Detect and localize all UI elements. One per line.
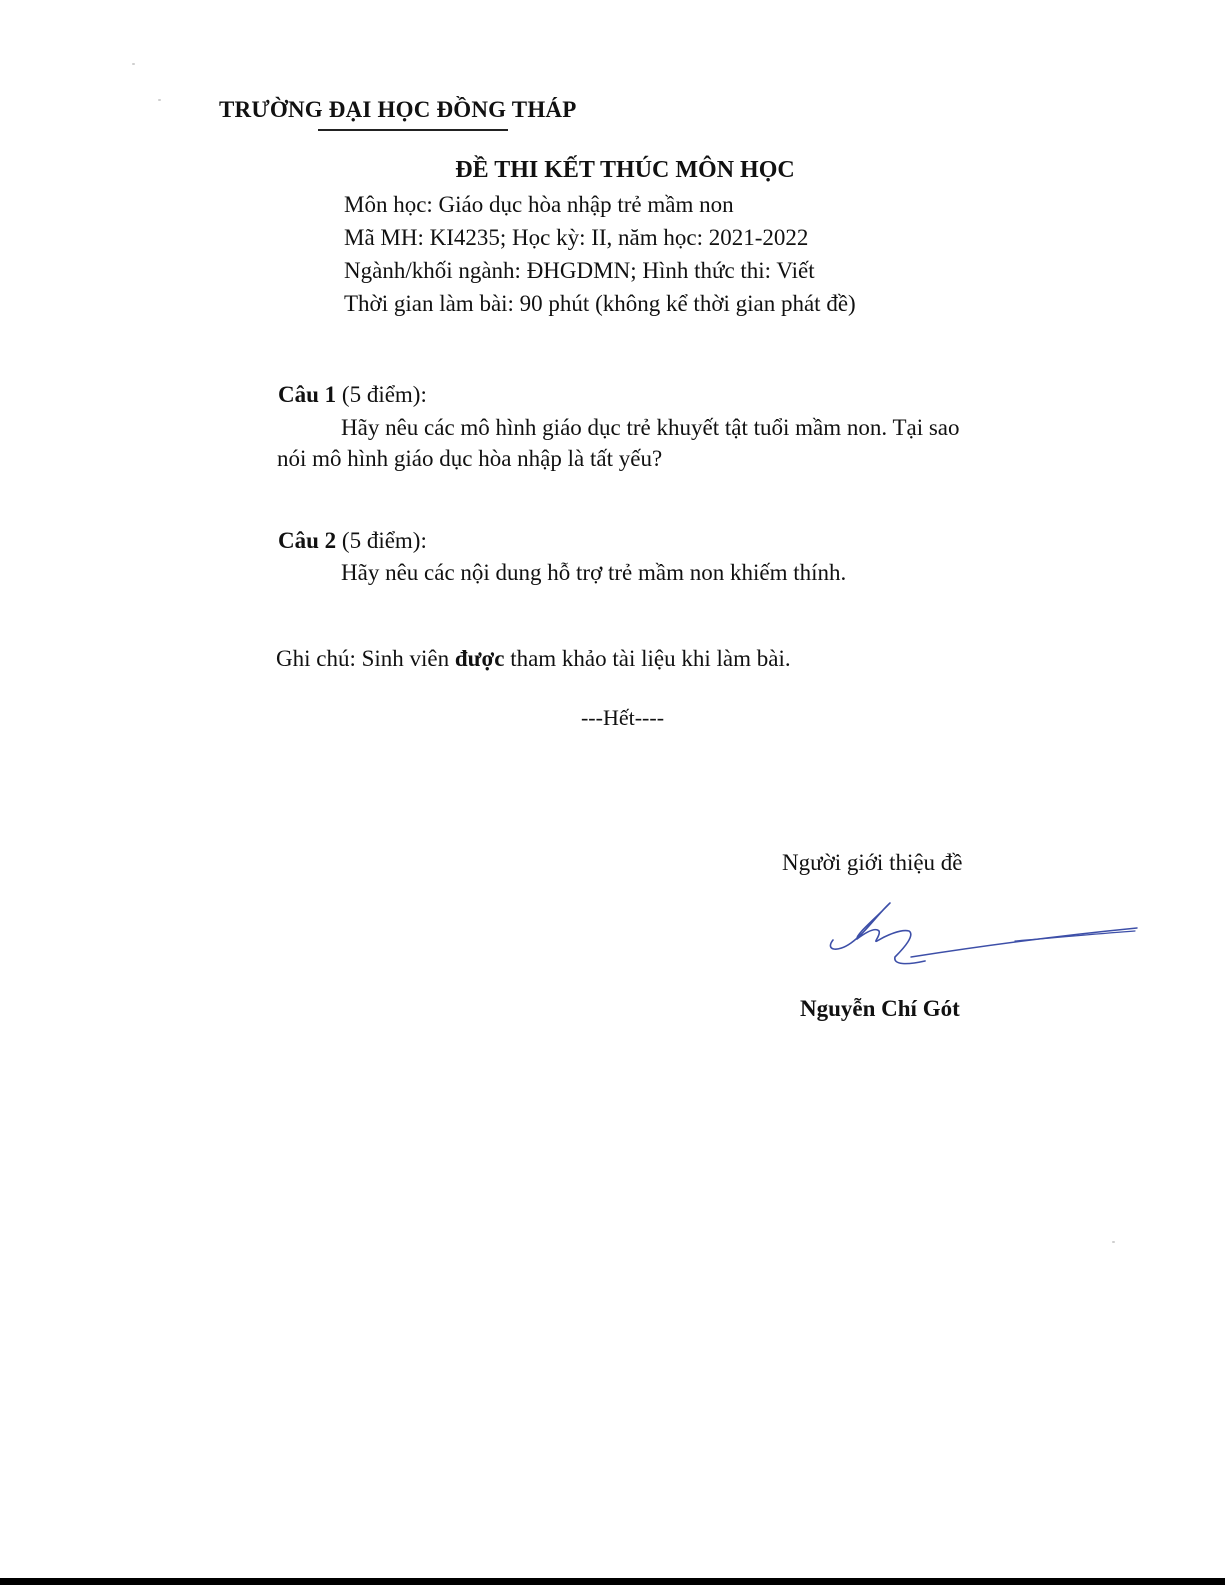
code-term-line: Mã MH: KI4235; Học kỳ: II, năm học: 2021-2022 [344,225,809,250]
question-1-text-line-1: Hãy nêu các mô hình giáo dục trẻ khuyết tật tuổi mầm non. Tại sao [341,415,960,440]
question-1-points: (5 điểm): [336,382,427,407]
exam-note [276,646,791,672]
question-1-label: Câu 1 [278,382,337,407]
question-1-heading [278,382,427,408]
question-1-text-line-2: nói mô hình giáo dục hòa nhập là tất yếu? [277,446,663,471]
major-form-line: Ngành/khối ngành: ĐHGDMN; Hình thức thi: Viết [344,258,815,283]
scan-speck [132,63,135,65]
exam-title: ĐỀ THI KẾT THÚC MÔN HỌC [455,157,795,183]
end-mark: ---Hết---- [580,705,665,730]
school-name-underline [318,129,508,131]
question-2-heading [278,528,427,554]
question-2-text-line-1: Hãy nêu các nội dung hỗ trợ trẻ mầm non khiếm thính. [341,560,847,585]
duration-line: Thời gian làm bài: 90 phút (không kể thời gian phát đề) [344,291,856,316]
note-prefix: Ghi chú: Sinh viên [276,646,455,671]
question-2-label: Câu 2 [278,528,337,553]
school-name: TRƯỜNG ĐẠI HỌC ĐỒNG THÁP [219,97,577,122]
subject-line: Môn học: Giáo dục hòa nhập trẻ mầm non [344,192,734,217]
signature-label: Người giới thiệu đề [782,850,963,875]
question-2-points: (5 điểm): [336,528,427,553]
scan-speck [1112,1241,1115,1243]
scan-speck [158,99,161,101]
signer-name: Nguyễn Chí Gót [800,996,960,1021]
handwritten-signature [815,895,1145,975]
note-suffix: tham khảo tài liệu khi làm bài. [504,646,791,671]
scan-bottom-edge [0,1578,1225,1585]
note-emphasis: được [454,646,505,671]
